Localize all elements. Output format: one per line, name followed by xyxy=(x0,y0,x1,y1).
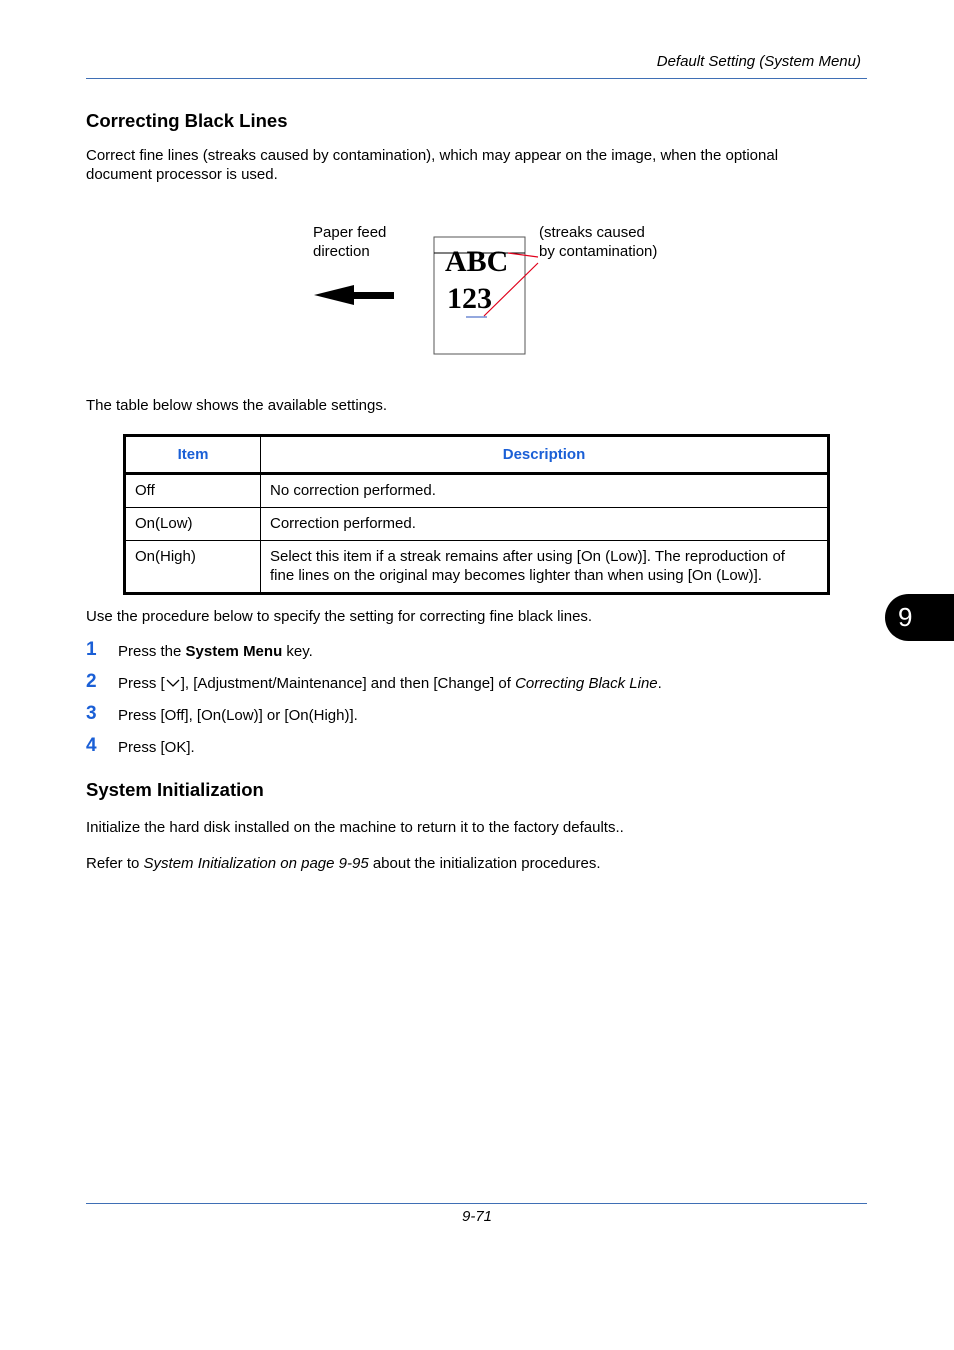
sample-text-abc: ABC xyxy=(445,245,509,278)
chapter-tab: 9 xyxy=(885,594,954,641)
reference-paragraph: Refer to System Initialization on page 9-95 about the initialization procedures. xyxy=(86,855,601,872)
feed-direction-label: Paper feed direction xyxy=(313,224,387,260)
intro-paragraph: Correct fine lines (streaks caused by contamination), which may appear on the image, when the optional document processor is used. xyxy=(86,147,779,183)
table-intro: The table below shows the available settings. xyxy=(86,397,388,414)
table-row xyxy=(125,508,829,541)
init-paragraph: Initialize the hard disk installed on the machine to return it to the factory defaults.. xyxy=(86,819,624,836)
page-number: 9-71 xyxy=(461,1208,493,1225)
cell-description: No correction performed. xyxy=(270,482,436,499)
sample-text-123: 123 xyxy=(447,282,492,315)
diagram-graphic xyxy=(300,215,700,365)
header-title: Default Setting (System Menu) xyxy=(656,53,861,70)
col-header-description: Description xyxy=(261,436,829,474)
section-title-correcting-black-lines: Correcting Black Lines xyxy=(86,110,288,131)
step-number: 2 xyxy=(86,671,97,692)
cell-item: On(High) xyxy=(125,541,261,594)
streak-label: (streaks caused by contamination) xyxy=(539,224,658,260)
system-menu-key-label: System Menu xyxy=(185,643,283,660)
step-number: 3 xyxy=(86,703,97,724)
table-header-row xyxy=(125,436,829,474)
paper-feed-diagram xyxy=(300,215,700,365)
col-header-item: Item xyxy=(125,436,261,474)
step-number: 4 xyxy=(86,735,97,756)
chevron-down-icon xyxy=(165,676,181,690)
section-title-system-initialization: System Initialization xyxy=(86,779,264,800)
step-number: 1 xyxy=(86,639,97,660)
cell-description: Correction performed. xyxy=(261,508,829,541)
footer-rule xyxy=(86,1203,867,1204)
table-row xyxy=(125,541,829,594)
procedure-intro: Use the procedure below to specify the setting for correcting fine black lines. xyxy=(86,608,593,625)
cell-item: Off xyxy=(125,474,261,508)
table-row xyxy=(125,474,829,508)
cell-item: On(Low) xyxy=(125,508,261,541)
settings-table xyxy=(123,434,830,595)
cross-reference-link: System Initialization on page 9-95 xyxy=(143,855,369,872)
header-rule xyxy=(86,78,867,79)
cell-description: Select this item if a streak remains after using [On (Low)]. The reproduction of fine lines on the original may becomes lighter than when using [On (Low)]. xyxy=(261,541,829,594)
feed-arrow-icon xyxy=(314,285,394,305)
